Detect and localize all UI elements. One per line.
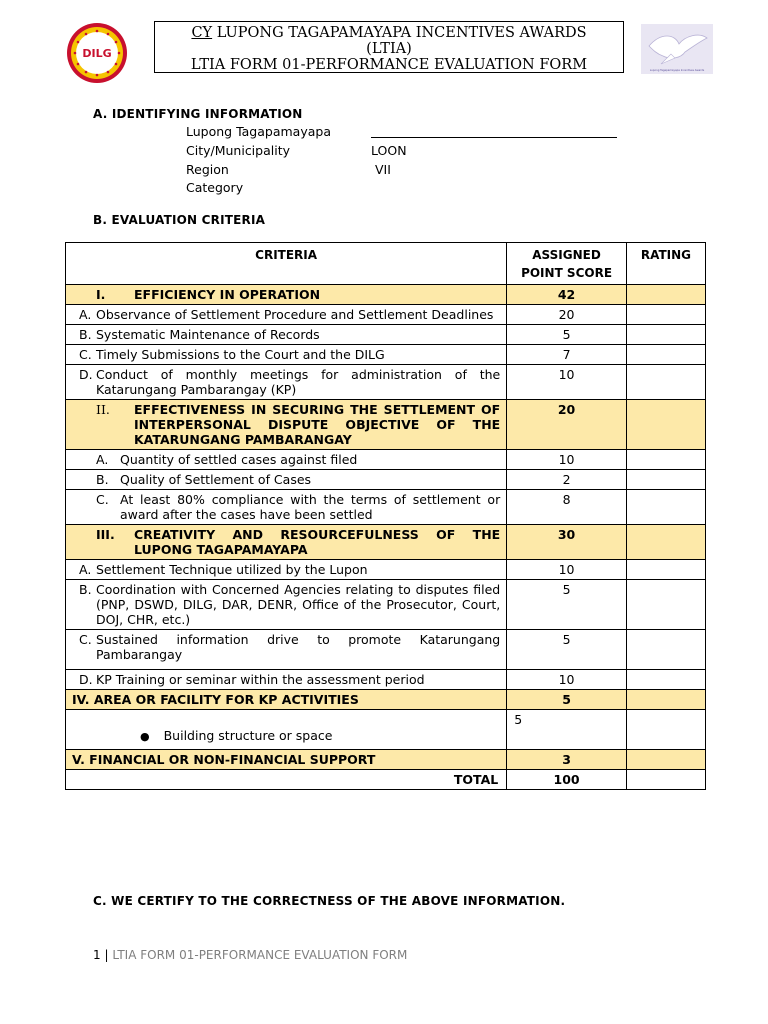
bullet-icon: ● xyxy=(140,730,150,743)
rating-cell[interactable] xyxy=(626,670,705,690)
dilg-logo xyxy=(66,22,128,84)
table-row: B. Quality of Settlement of Cases 2 xyxy=(66,470,706,490)
col-rating: RATING xyxy=(626,243,705,285)
city-label: City/Municipality xyxy=(186,143,290,158)
table-row: I. EFFICIENCY IN OPERATION 42 xyxy=(66,285,706,305)
rating-cell[interactable] xyxy=(626,630,705,670)
title-line-2: (LTIA) xyxy=(366,41,412,57)
rating-cell[interactable] xyxy=(626,450,705,470)
table-row: C. Timely Submissions to the Court and the DILG 7 xyxy=(66,345,706,365)
table-row: A. Quantity of settled cases against filed 10 xyxy=(66,450,706,470)
table-row: D. Conduct of monthly meetings for administration of the Katarungang Pambarangay (KP) 10 xyxy=(66,365,706,400)
table-row: II. EFFECTIVENESS IN SECURING THE SETTLEMENT OF INTERPERSONAL DISPUTE OBJECTIVE OF THE KATARUNGANG PAMBARANGAY 20 xyxy=(66,400,706,450)
rating-cell[interactable] xyxy=(626,345,705,365)
total-label: TOTAL xyxy=(66,770,507,790)
table-row: ● Building structure or space 5 xyxy=(66,710,706,750)
section-a-heading: A. IDENTIFYING INFORMATION xyxy=(93,107,303,121)
col-assigned-score: ASSIGNED POINT SCORE xyxy=(507,243,627,285)
rating-cell[interactable] xyxy=(626,525,705,560)
lupong-blank-line xyxy=(371,137,617,138)
table-row: V. FINANCIAL OR NON-FINANCIAL SUPPORT 3 xyxy=(66,750,706,770)
table-row: IV. AREA OR FACILITY FOR KP ACTIVITIES 5 xyxy=(66,690,706,710)
category-label: Category xyxy=(186,180,244,195)
rating-cell[interactable] xyxy=(626,470,705,490)
table-header-row xyxy=(66,243,706,285)
total-row xyxy=(66,770,706,790)
ltia-logo-caption: Lupong Tagapamayapa Incentives Awards xyxy=(649,69,705,72)
section-c-heading: C. WE CERTIFY TO THE CORRECTNESS OF THE ABOVE INFORMATION. xyxy=(93,894,566,908)
total-score: 100 xyxy=(507,770,627,790)
table-row: D. KP Training or seminar within the assessment period 10 xyxy=(66,670,706,690)
page-number: 1 | xyxy=(93,948,109,962)
table-row: A. Settlement Technique utilized by the Lupon 10 xyxy=(66,560,706,580)
rating-cell[interactable] xyxy=(626,365,705,400)
rating-cell[interactable] xyxy=(626,710,705,750)
table-row: C. At least 80% compliance with the terms of settlement or award after the cases have been settled 8 xyxy=(66,490,706,525)
rating-cell[interactable] xyxy=(626,400,705,450)
title-line-3: LTIA FORM 01-PERFORMANCE EVALUATION FORM xyxy=(190,57,588,73)
section-b-heading: B. EVALUATION CRITERIA xyxy=(93,213,266,227)
total-rating-cell[interactable] xyxy=(626,770,705,790)
table-row: B. Systematic Maintenance of Records 5 xyxy=(66,325,706,345)
title-line-1: CY LUPONG TAGAPAMAYAPA INCENTIVES AWARDS xyxy=(191,25,587,41)
table-row: III. CREATIVITY AND RESOURCEFULNESS OF THE LUPONG TAGAPAMAYAPA 30 xyxy=(66,525,706,560)
form-title-box xyxy=(154,21,624,73)
rating-cell[interactable] xyxy=(626,285,705,305)
dilg-logo-text: DILG xyxy=(82,47,112,60)
rating-cell[interactable] xyxy=(626,690,705,710)
lupong-label: Lupong Tagapamayapa xyxy=(186,124,331,139)
rating-cell[interactable] xyxy=(626,305,705,325)
rating-cell[interactable] xyxy=(626,750,705,770)
footer-text: LTIA FORM 01-PERFORMANCE EVALUATION FORM xyxy=(108,948,408,962)
city-value: LOON xyxy=(371,143,407,158)
region-label: Region xyxy=(186,162,229,177)
table-row: B. Coordination with Concerned Agencies relating to disputes filed (PNP, DSWD, DILG, DAR, DENR, Office of the Prosecutor, Court, DOJ, CHR, etc.) 5 xyxy=(66,580,706,630)
table-row: A. Observance of Settlement Procedure and Settlement Deadlines 20 xyxy=(66,305,706,325)
rating-cell[interactable] xyxy=(626,560,705,580)
region-value: VII xyxy=(375,162,391,177)
col-criteria: CRITERIA xyxy=(66,243,507,285)
rating-cell[interactable] xyxy=(626,580,705,630)
rating-cell[interactable] xyxy=(626,490,705,525)
page-footer xyxy=(93,948,407,962)
ltia-dove-logo xyxy=(641,24,713,74)
evaluation-criteria-table xyxy=(65,242,706,790)
rating-cell[interactable] xyxy=(626,325,705,345)
table-row: C. Sustained information drive to promote Katarungang Pambarangay 5 xyxy=(66,630,706,670)
